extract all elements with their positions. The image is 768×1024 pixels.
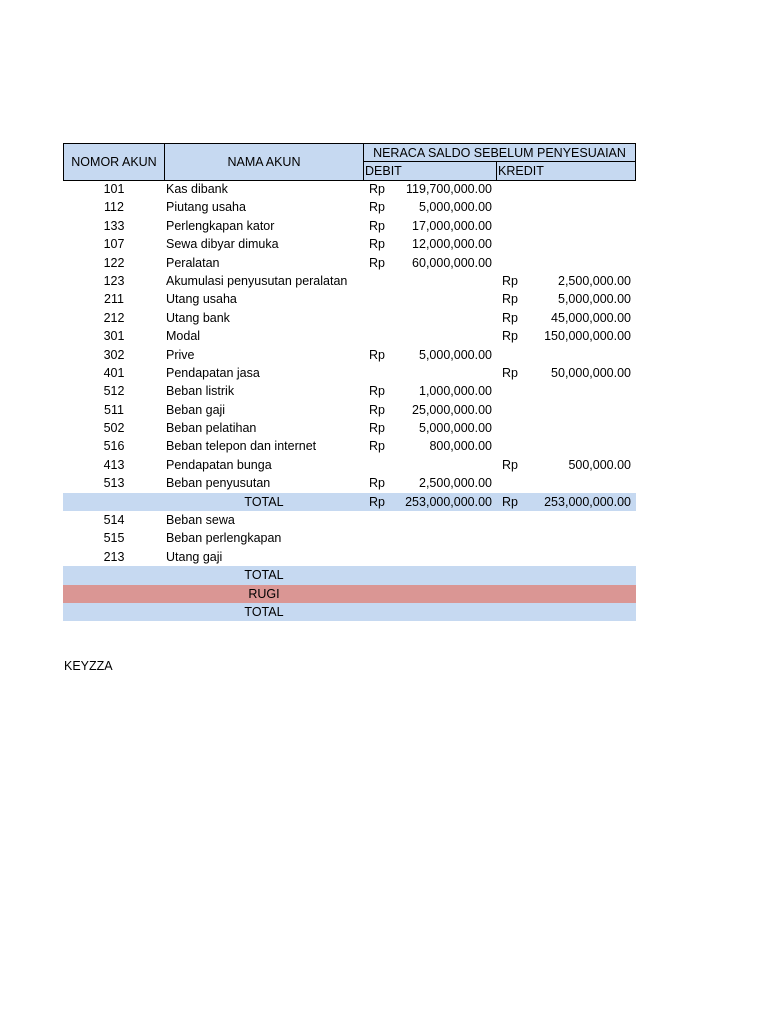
debit-currency-cell[interactable]: Rp: [369, 494, 385, 509]
header-nama-akun[interactable]: NAMA AKUN: [164, 143, 364, 181]
debit-amount-cell[interactable]: 12,000,000.00: [412, 237, 492, 252]
kredit-currency-cell[interactable]: Rp: [502, 273, 518, 288]
debit-amount-cell[interactable]: 253,000,000.00: [405, 494, 492, 509]
table-row: [63, 235, 636, 253]
table-row: [63, 401, 636, 419]
kredit-amount-cell[interactable]: 50,000,000.00: [551, 365, 631, 380]
table-row: [63, 511, 636, 529]
author-label[interactable]: KEYZZA: [64, 659, 113, 673]
table-row: [63, 456, 636, 474]
table-row: [63, 198, 636, 216]
account-number-cell[interactable]: 302: [103, 347, 125, 362]
debit-currency-cell[interactable]: Rp: [369, 347, 385, 362]
account-name-cell[interactable]: Beban telepon dan internet: [166, 439, 317, 454]
account-name-cell[interactable]: Beban listrik: [166, 384, 235, 399]
table-row: [63, 419, 636, 437]
account-number-cell[interactable]: 514: [103, 513, 125, 528]
row-label-cell[interactable]: RUGI: [248, 586, 280, 601]
total-row: [63, 603, 636, 621]
account-number-cell[interactable]: 413: [103, 457, 125, 472]
header-debit[interactable]: DEBIT: [363, 161, 497, 181]
kredit-amount-cell[interactable]: 45,000,000.00: [551, 310, 631, 325]
account-name-cell[interactable]: Beban pelatihan: [166, 421, 257, 436]
account-name-cell[interactable]: Kas dibank: [166, 182, 228, 196]
debit-currency-cell[interactable]: Rp: [369, 255, 385, 270]
debit-amount-cell[interactable]: 5,000,000.00: [419, 421, 492, 436]
account-name-cell[interactable]: Pendapatan jasa: [166, 365, 260, 380]
kredit-currency-cell[interactable]: Rp: [502, 457, 518, 472]
debit-amount-cell[interactable]: 119,700,000.00: [406, 182, 492, 196]
table-row: [63, 364, 636, 382]
kredit-amount-cell[interactable]: 2,500,000.00: [558, 273, 631, 288]
account-number-cell[interactable]: 515: [103, 531, 125, 546]
account-name-cell[interactable]: Beban penyusutan: [166, 476, 271, 491]
rugi-row: [63, 585, 636, 603]
debit-amount-cell[interactable]: 60,000,000.00: [412, 255, 492, 270]
table-row: [63, 548, 636, 566]
debit-currency-cell[interactable]: Rp: [369, 182, 385, 196]
trial-balance-table: [63, 143, 636, 621]
table-header: [63, 143, 636, 180]
account-number-cell[interactable]: 123: [103, 273, 125, 288]
account-number-cell[interactable]: 502: [103, 421, 125, 436]
debit-amount-cell[interactable]: 2,500,000.00: [419, 476, 492, 491]
account-name-cell[interactable]: Pendapatan bunga: [166, 457, 272, 472]
account-number-cell[interactable]: 513: [103, 476, 125, 491]
kredit-amount-cell[interactable]: 150,000,000.00: [544, 329, 631, 344]
table-row: [63, 290, 636, 308]
kredit-amount-cell[interactable]: 500,000.00: [568, 457, 631, 472]
account-number-cell[interactable]: 112: [104, 200, 124, 215]
debit-amount-cell[interactable]: 5,000,000.00: [419, 200, 492, 215]
account-name-cell[interactable]: Prive: [166, 347, 195, 362]
kredit-amount-cell[interactable]: 253,000,000.00: [544, 494, 631, 509]
total-row: [63, 493, 636, 511]
table-body: [63, 180, 636, 621]
account-number-cell[interactable]: 211: [104, 292, 124, 307]
total-row: [63, 566, 636, 584]
debit-amount-cell[interactable]: 25,000,000.00: [412, 402, 492, 417]
debit-currency-cell[interactable]: Rp: [369, 402, 385, 417]
account-number-cell[interactable]: 133: [103, 218, 125, 233]
header-neraca-saldo[interactable]: NERACA SALDO SEBELUM PENYESUAIAN: [363, 143, 636, 162]
account-number-cell[interactable]: 511: [104, 402, 124, 417]
kredit-currency-cell[interactable]: Rp: [502, 494, 518, 509]
debit-currency-cell[interactable]: Rp: [369, 218, 385, 233]
account-number-cell[interactable]: 107: [103, 237, 125, 252]
account-name-cell[interactable]: Beban perlengkapan: [166, 531, 282, 546]
account-number-cell[interactable]: 401: [103, 365, 125, 380]
account-name-cell[interactable]: Beban gaji: [166, 402, 226, 417]
account-name-cell[interactable]: Modal: [166, 329, 201, 344]
account-number-cell[interactable]: 213: [103, 549, 125, 564]
account-number-cell[interactable]: 301: [103, 329, 125, 344]
account-name-cell[interactable]: Utang usaha: [166, 292, 237, 307]
debit-currency-cell[interactable]: Rp: [369, 439, 385, 454]
account-name-cell[interactable]: Perlengkapan kator: [166, 218, 275, 233]
kredit-currency-cell[interactable]: Rp: [502, 365, 518, 380]
account-name-cell[interactable]: Beban sewa: [166, 513, 235, 528]
account-name-cell[interactable]: Peralatan: [166, 255, 220, 270]
table-row: [63, 272, 636, 290]
kredit-currency-cell[interactable]: Rp: [502, 329, 518, 344]
debit-currency-cell[interactable]: Rp: [369, 237, 385, 252]
debit-currency-cell[interactable]: Rp: [369, 421, 385, 436]
table-row: [63, 327, 636, 345]
row-label-cell[interactable]: TOTAL: [244, 568, 284, 583]
header-kredit[interactable]: KREDIT: [496, 161, 636, 181]
account-name-cell[interactable]: Piutang usaha: [166, 200, 246, 215]
table-row: [63, 346, 636, 364]
debit-amount-cell[interactable]: 1,000,000.00: [419, 384, 492, 399]
account-name-cell[interactable]: Utang gaji: [166, 549, 223, 564]
table-row: [63, 474, 636, 492]
table-row: [63, 529, 636, 547]
account-number-cell[interactable]: 516: [103, 439, 125, 454]
debit-amount-cell[interactable]: 17,000,000.00: [412, 218, 492, 233]
account-name-cell[interactable]: Akumulasi penyusutan peralatan: [166, 273, 348, 288]
account-number-cell[interactable]: 212: [103, 310, 125, 325]
account-name-cell[interactable]: Utang bank: [166, 310, 230, 325]
account-number-cell[interactable]: 101: [103, 182, 125, 196]
debit-currency-cell[interactable]: Rp: [369, 200, 385, 215]
debit-currency-cell[interactable]: Rp: [369, 476, 385, 491]
table-row: [63, 382, 636, 400]
kredit-currency-cell[interactable]: Rp: [502, 310, 518, 325]
debit-currency-cell[interactable]: Rp: [369, 384, 385, 399]
debit-amount-cell[interactable]: 800,000.00: [429, 439, 492, 454]
kredit-amount-cell[interactable]: 5,000,000.00: [558, 292, 631, 307]
table-row: [63, 437, 636, 455]
row-label-cell[interactable]: TOTAL: [244, 494, 284, 509]
account-number-cell[interactable]: 122: [103, 255, 125, 270]
table-row: [63, 254, 636, 272]
row-label-cell[interactable]: TOTAL: [244, 604, 284, 619]
table-row: [63, 309, 636, 327]
account-number-cell[interactable]: 512: [103, 384, 125, 399]
table-row: [63, 180, 636, 198]
account-name-cell[interactable]: Sewa dibyar dimuka: [166, 237, 279, 252]
table-row: [63, 217, 636, 235]
debit-amount-cell[interactable]: 5,000,000.00: [419, 347, 492, 362]
header-nomor-akun[interactable]: NOMOR AKUN: [63, 143, 165, 181]
kredit-currency-cell[interactable]: Rp: [502, 292, 518, 307]
